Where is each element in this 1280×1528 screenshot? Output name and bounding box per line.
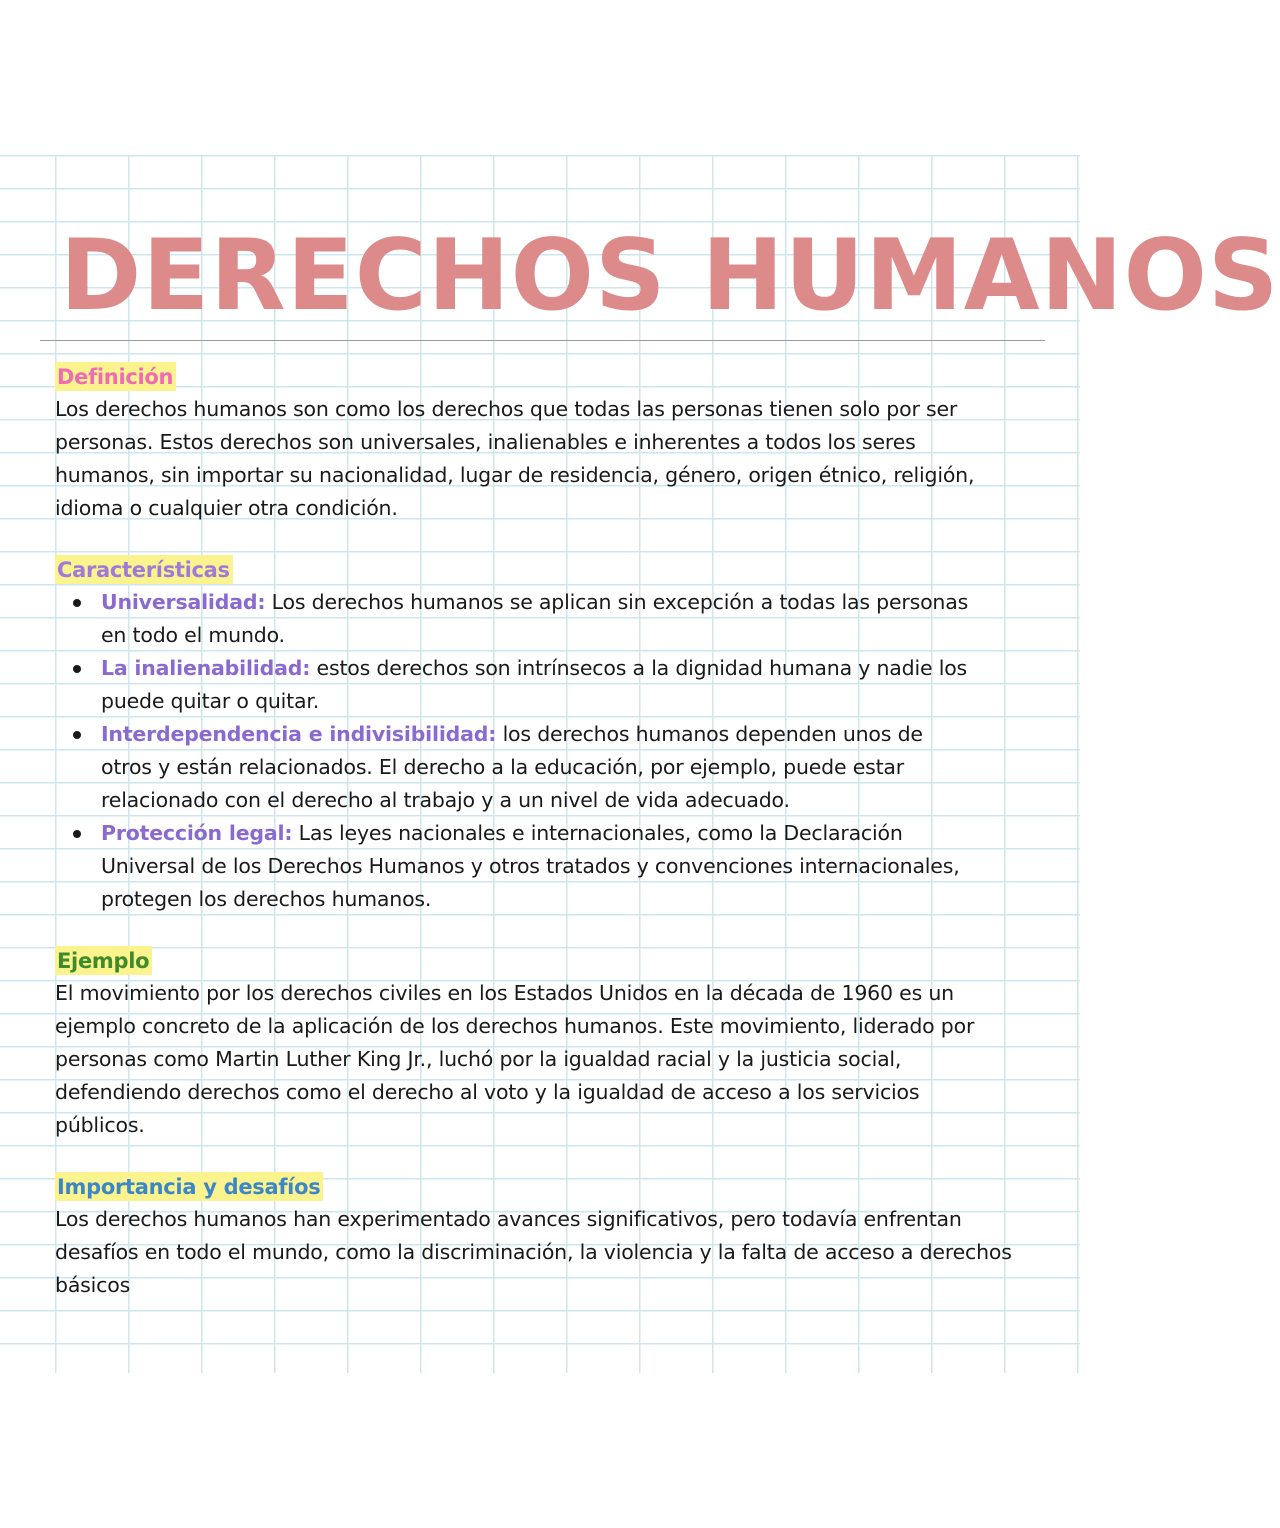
definicion-text: Los derechos humanos son como los derechos que todas las personas tienen solo por ser personas. Estos derechos son universales, inalienables e inherentes a todos los seres humanos, sin importar su nacionalidad, lugar de residencia, género, origen étnico, religión, idioma o cualquier otra condición. (55, 397, 975, 520)
term-universalidad: Universalidad: (101, 590, 266, 614)
section-importancia (55, 1172, 1015, 1302)
list-item (101, 586, 971, 652)
heading-caracteristicas: Características (55, 555, 233, 584)
section-ejemplo (55, 946, 1015, 1142)
importancia-text: Los derechos humanos han experimentado avances significativos, pero todavía enfrentan desafíos en todo el mundo, como la discriminación, la violencia y la falta de acceso a derechos básicos (55, 1207, 1012, 1297)
list-item (101, 718, 971, 817)
desc-inalienabilidad: estos derechos son intrínsecos a la dignidad humana y nadie los puede quitar o quitar. (101, 656, 968, 713)
term-proteccion-legal: Protección legal: (101, 821, 293, 845)
section-definicion (55, 362, 1015, 525)
list-item (101, 652, 971, 718)
heading-importancia: Importancia y desafíos (55, 1172, 323, 1201)
desc-interdependencia: los derechos humanos dependen unos de otros y están relacionados. El derecho a la educación, por ejemplo, puede estar relacionado con el derecho al trabajo y a un nivel de vida adecuado. (101, 722, 923, 812)
section-caracteristicas (55, 555, 1015, 916)
heading-definicion: Definición (55, 362, 176, 391)
desc-universalidad: Los derechos humanos se aplican sin excepción a todas las personas en todo el mundo. (101, 590, 969, 647)
ejemplo-text: El movimiento por los derechos civiles en los Estados Unidos en la década de 1960 es un ejemplo concreto de la aplicación de los derechos humanos. Este movimiento, liderado por personas como Martin Luther King Jr., luchó por la igualdad racial y la justicia social, defendiendo derechos como el derecho al voto y la igualdad de acceso a los servicios públicos. (55, 981, 975, 1137)
title-divider (40, 340, 1045, 341)
page-title: DERECHOS HUMANOS (60, 219, 1280, 333)
heading-ejemplo: Ejemplo (55, 946, 152, 975)
list-item (101, 817, 971, 916)
desc-proteccion-legal: Las leyes nacionales e internacionales, como la Declaración Universal de los Derechos Humanos y otros tratados y convenciones internacionales, protegen los derechos humanos. (101, 821, 960, 911)
term-inalienabilidad: La inalienabilidad: (101, 656, 311, 680)
caracteristicas-list (55, 586, 1015, 916)
term-interdependencia: Interdependencia e indivisibilidad: (101, 722, 497, 746)
notes-content (55, 362, 1015, 1332)
